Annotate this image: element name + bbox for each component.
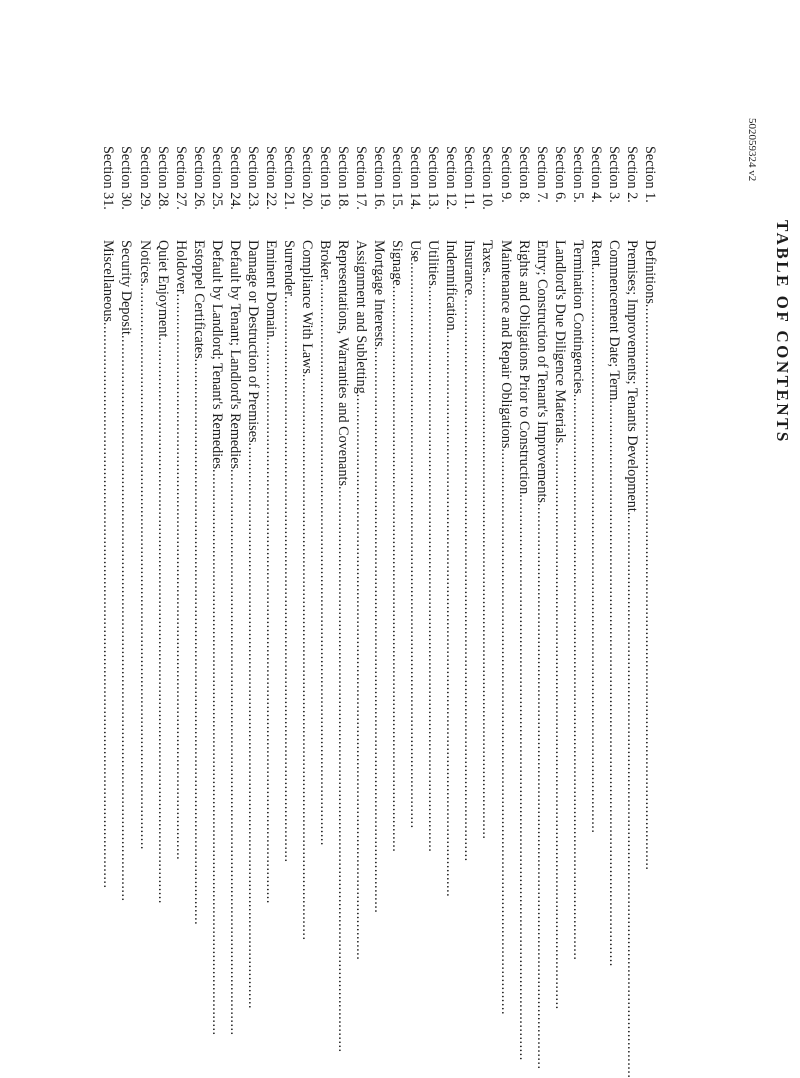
toc-entry-text: Surrender bbox=[281, 240, 297, 296]
toc-leader-dots: ............................................................................................................................................ bbox=[190, 358, 207, 926]
document-id: 502059324 v2 bbox=[746, 118, 758, 182]
toc-section-number: Section 15. bbox=[389, 146, 406, 210]
toc-leader-dots: ............................................................................................................................................ bbox=[281, 295, 297, 863]
toc-section-number: Section 12. bbox=[443, 146, 460, 210]
toc-section-number: Section 26. bbox=[190, 146, 207, 210]
toc-entry-title bbox=[461, 240, 478, 862]
toc-leader-dots: ............................................................................................................................................ bbox=[497, 448, 514, 1015]
toc-section-number: Section 20. bbox=[299, 146, 316, 210]
toc-entry-title bbox=[190, 240, 207, 926]
toc-section-number: Section 11. bbox=[461, 146, 478, 210]
toc-section-number: Section 23. bbox=[244, 146, 261, 210]
toc-entry bbox=[515, 0, 532, 1061]
toc-entry bbox=[244, 0, 261, 1010]
toc-entry-text: Indemnification bbox=[443, 240, 460, 331]
toc-entry-text: Commencement Date; Term bbox=[605, 240, 622, 401]
toc-entry bbox=[263, 0, 279, 904]
toc-entry-title bbox=[623, 240, 640, 1078]
toc-entry-text: Broker bbox=[317, 240, 334, 280]
toc-section-number: Section 10. bbox=[479, 146, 496, 210]
toc-leader-dots: ............................................................................................................................................ bbox=[515, 494, 532, 1061]
toc-leader-dots: ............................................................................................................................................ bbox=[118, 334, 135, 902]
toc-entry bbox=[497, 0, 514, 1015]
toc-entry-title bbox=[587, 240, 604, 834]
toc-leader-dots: ............................................................................................................................................ bbox=[425, 285, 442, 853]
toc-entry-text: Miscellaneous bbox=[100, 240, 117, 322]
toc-entry-title bbox=[605, 240, 622, 967]
toc-leader-dots: ............................................................................................................................................ bbox=[208, 469, 225, 1036]
toc-leader-dots: ............................................................................................................................................ bbox=[587, 266, 604, 834]
toc-entry-title bbox=[299, 240, 316, 941]
toc-entry bbox=[299, 0, 316, 941]
toc-section-number: Section 18. bbox=[335, 146, 352, 210]
toc-section-number: Section 7. bbox=[533, 146, 550, 203]
toc-entry-text: Rent bbox=[587, 240, 604, 267]
toc-leader-dots: ............................................................................................................................................ bbox=[263, 337, 279, 904]
toc-entry bbox=[389, 0, 406, 853]
toc-entry-text: Compliance With Laws bbox=[299, 240, 316, 374]
toc-title: TABLE OF CONTENTS bbox=[773, 220, 792, 444]
toc-leader-dots: ............................................................................................................................................ bbox=[569, 393, 586, 961]
toc-entry-text: Entry; Construction of Tenant's Improvements bbox=[533, 240, 550, 503]
toc-entry bbox=[479, 0, 496, 840]
toc-entry bbox=[100, 0, 117, 889]
toc-entry-title bbox=[353, 240, 370, 961]
toc-entry-title bbox=[533, 240, 550, 1070]
toc-leader-dots: ............................................................................................................................................ bbox=[172, 293, 189, 861]
toc-entry bbox=[118, 0, 135, 902]
toc-entry-text: Definitions bbox=[642, 240, 658, 304]
toc-entry bbox=[136, 0, 153, 850]
toc-entry-text: Default by Landlord; Tenant's Remedies bbox=[208, 240, 225, 470]
toc-section-number: Section 22. bbox=[263, 146, 279, 210]
toc-entry-title bbox=[551, 240, 568, 1010]
toc-entry-title bbox=[317, 240, 334, 846]
toc-entry-title bbox=[208, 240, 225, 1036]
toc-entry-title bbox=[281, 240, 297, 863]
toc-leader-dots: ............................................................................................................................................ bbox=[551, 443, 568, 1010]
toc-entry-title bbox=[479, 240, 496, 840]
toc-entry bbox=[551, 0, 568, 1010]
toc-entry bbox=[642, 0, 658, 871]
toc-entry-title bbox=[425, 240, 442, 853]
toc-entry bbox=[208, 0, 225, 1036]
toc-entry-text: Landlord's Due Diligence Materials bbox=[551, 240, 568, 444]
toc-leader-dots: ............................................................................................................................................ bbox=[353, 393, 370, 961]
toc-entry bbox=[569, 0, 586, 961]
toc-leader-dots: ............................................................................................................................................ bbox=[299, 373, 316, 941]
toc-leader-dots: ............................................................................................................................................ bbox=[335, 486, 352, 1053]
toc-section-number: Section 27. bbox=[172, 146, 189, 210]
toc-entry bbox=[461, 0, 478, 862]
toc-entry-text: Holdover bbox=[172, 240, 189, 294]
toc-entry-title bbox=[335, 240, 352, 1053]
toc-entry bbox=[443, 0, 460, 898]
toc-section-number: Section 8. bbox=[515, 146, 532, 203]
toc-entry bbox=[425, 0, 442, 853]
toc-entry-title bbox=[497, 240, 514, 1015]
toc-entry-title bbox=[226, 240, 243, 1036]
toc-section-number: Section 13. bbox=[425, 146, 442, 210]
toc-section-number: Section 19. bbox=[317, 146, 334, 210]
toc-leader-dots: ............................................................................................................................................ bbox=[154, 337, 171, 904]
toc-leader-dots: ............................................................................................................................................ bbox=[244, 442, 261, 1010]
toc-section-number: Section 24. bbox=[226, 146, 243, 210]
toc-leader-dots: ............................................................................................................................................ bbox=[443, 330, 460, 898]
toc-entry-text: Rights and Obligations Prior to Construction bbox=[515, 240, 532, 495]
toc-entry-title bbox=[263, 240, 279, 904]
toc-section-number: Section 17. bbox=[353, 146, 370, 210]
toc-entry-text: Eminent Domain bbox=[263, 240, 279, 338]
toc-section-number: Section 16. bbox=[371, 146, 388, 210]
toc-entry-text: Mortgage Interests bbox=[371, 240, 388, 347]
toc-leader-dots: ............................................................................................................................................ bbox=[479, 272, 496, 840]
toc-section-number: Section 25. bbox=[208, 146, 225, 210]
toc-leader-dots: ............................................................................................................................................ bbox=[389, 285, 406, 853]
toc-entry-title bbox=[100, 240, 117, 889]
toc-section-number: Section 21. bbox=[281, 146, 297, 210]
toc-entry-text: Premises; Improvements; Tenants Development bbox=[623, 240, 640, 512]
toc-section-number: Section 29. bbox=[136, 146, 153, 210]
toc-leader-dots: ............................................................................................................................................ bbox=[371, 346, 388, 914]
toc-leader-dots: ............................................................................................................................................ bbox=[100, 321, 117, 889]
toc-entry-text: Signage bbox=[389, 240, 406, 286]
toc-section-number: Section 14. bbox=[407, 146, 424, 210]
toc-leader-dots: ............................................................................................................................................ bbox=[533, 502, 550, 1070]
toc-entry-title bbox=[244, 240, 261, 1010]
toc-entry-title bbox=[407, 240, 424, 829]
toc-entry-text: Taxes bbox=[479, 240, 496, 273]
toc-section-number: Section 5. bbox=[569, 146, 586, 203]
toc-entry-text: Termination Contingencies bbox=[569, 240, 586, 394]
toc-entry-title bbox=[569, 240, 586, 961]
toc-section-number: Section 6. bbox=[551, 146, 568, 203]
toc-entry-text: Default by Tenant; Landlord's Remedies bbox=[226, 240, 243, 470]
toc-entry-title bbox=[172, 240, 189, 861]
toc-section-number: Section 31. bbox=[100, 146, 117, 210]
toc-entry bbox=[407, 0, 424, 829]
toc-leader-dots: ............................................................................................................................................ bbox=[623, 511, 640, 1078]
toc-entry-title bbox=[136, 240, 153, 850]
toc-entry bbox=[353, 0, 370, 961]
toc-entry-text: Utilities bbox=[425, 240, 442, 286]
toc-leader-dots: ............................................................................................................................................ bbox=[317, 279, 334, 846]
toc-entry-text: Insurance bbox=[461, 240, 478, 296]
toc-entry bbox=[335, 0, 352, 1053]
toc-section-number: Section 3. bbox=[605, 146, 622, 203]
toc-entry bbox=[371, 0, 388, 914]
toc-entry-title bbox=[118, 240, 135, 902]
toc-entry bbox=[226, 0, 243, 1036]
toc-section-number: Section 28. bbox=[154, 146, 171, 210]
toc-leader-dots: ............................................................................................................................................ bbox=[461, 295, 478, 862]
toc-section-number: Section 9. bbox=[497, 146, 514, 203]
toc-entry-title bbox=[443, 240, 460, 898]
toc-entry bbox=[317, 0, 334, 846]
toc-entry-title bbox=[515, 240, 532, 1061]
toc-entry bbox=[281, 0, 297, 863]
toc-entry bbox=[587, 0, 604, 834]
toc-entry-text: Quiet Enjoyment bbox=[154, 240, 171, 338]
toc-entry-text: Use bbox=[407, 240, 424, 263]
toc-entry bbox=[172, 0, 189, 861]
toc-entry bbox=[154, 0, 171, 904]
toc-entry bbox=[623, 0, 640, 1078]
toc-entry-text: Notices bbox=[136, 240, 153, 284]
toc-leader-dots: ............................................................................................................................................ bbox=[642, 303, 658, 871]
toc-leader-dots: ............................................................................................................................................ bbox=[226, 469, 243, 1036]
toc-section-number: Section 1. bbox=[642, 146, 658, 203]
toc-entry-text: Assignment and Subletting bbox=[353, 240, 370, 394]
toc-entry-text: Representations, Warranties and Covenants bbox=[335, 240, 352, 487]
toc-section-number: Section 30. bbox=[118, 146, 135, 210]
toc-entry-title bbox=[371, 240, 388, 914]
toc-entry-title bbox=[642, 240, 658, 871]
toc-leader-dots: ............................................................................................................................................ bbox=[136, 283, 153, 850]
toc-leader-dots: ............................................................................................................................................ bbox=[605, 400, 622, 967]
toc-section-number: Section 4. bbox=[587, 146, 604, 203]
toc-entry bbox=[533, 0, 550, 1070]
toc-entry-text: Maintenance and Repair Obligations bbox=[497, 240, 514, 449]
toc-section-number: Section 2. bbox=[623, 146, 640, 203]
toc-entry-text: Estoppel Certificates bbox=[190, 240, 207, 359]
toc-entry-text: Security Deposit bbox=[118, 240, 135, 335]
toc-entry bbox=[190, 0, 207, 926]
toc-leader-dots: ............................................................................................................................................ bbox=[407, 262, 424, 829]
toc-entry-title bbox=[154, 240, 171, 904]
toc-entry bbox=[605, 0, 622, 967]
toc-entry-title bbox=[389, 240, 406, 853]
toc-entry-text: Damage or Destruction of Premises bbox=[244, 240, 261, 443]
